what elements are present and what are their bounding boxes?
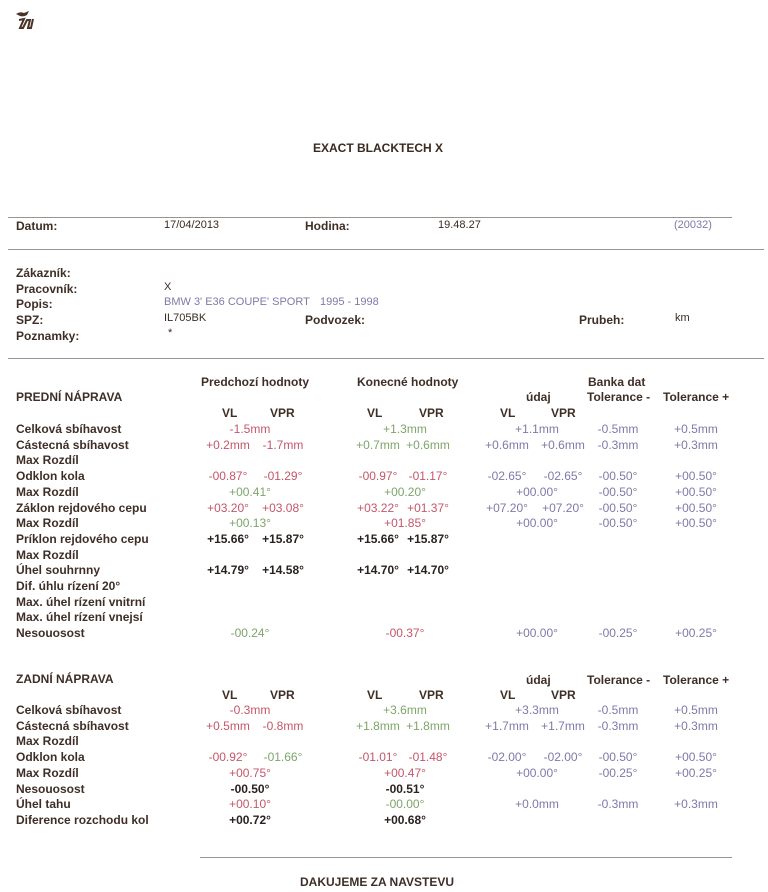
rear-final-vl: VL: [367, 688, 383, 702]
record-code: (20032): [674, 219, 712, 231]
final-value: -00.00°: [385, 797, 425, 811]
prev-vl-value: +0.2mm: [206, 438, 250, 452]
header-divider-top: [8, 217, 732, 218]
prubeh-label: Prubeh:: [579, 313, 625, 327]
front-prev-vpr: VPR: [270, 406, 295, 420]
customer-divider: [8, 358, 764, 359]
row-label: Cástecná sbíhavost: [16, 438, 129, 452]
tolerance-minus-value: -00.50°: [598, 516, 638, 530]
front-col-final: Konecné hodnoty: [357, 375, 459, 389]
bank-vl-value: +07.20°: [486, 501, 528, 515]
final-vpr-value: +0.6mm: [406, 438, 450, 452]
rear-col-udaj: údaj: [526, 673, 551, 687]
tolerance-minus-value: -00.50°: [598, 469, 638, 483]
tolerance-plus-value: +00.50°: [675, 501, 717, 515]
bank-vpr-value: +0.6mm: [541, 438, 585, 452]
bank-vl-value: -02.00°: [487, 750, 527, 764]
final-vl-value: -00.97°: [358, 469, 398, 483]
prev-value: -1.5mm: [229, 422, 271, 436]
bank-value: +00.00°: [516, 485, 558, 499]
front-prev-vl: VL: [222, 406, 238, 420]
tolerance-plus-value: +0.5mm: [674, 422, 718, 436]
final-vl-value: +03.22°: [357, 501, 399, 515]
bank-value: +00.00°: [516, 766, 558, 780]
front-final-vl: VL: [367, 406, 383, 420]
row-label: Úhel tahu: [16, 797, 71, 811]
prev-vpr-value: +15.87°: [262, 532, 304, 546]
tolerance-plus-value: +0.3mm: [674, 719, 718, 733]
final-value: +3.6mm: [383, 703, 427, 717]
popis-years: 1995 - 1998: [320, 296, 379, 308]
final-value: +1.3mm: [383, 422, 427, 436]
row-label: Cástecná sbíhavost: [16, 719, 129, 733]
tolerance-plus-value: +00.25°: [675, 766, 717, 780]
tolerance-plus-value: +0.3mm: [674, 438, 718, 452]
prev-vl-value: +0.5mm: [206, 719, 250, 733]
datum-label: Datum:: [16, 219, 58, 233]
logo: [14, 8, 36, 35]
footer-divider: [200, 857, 732, 858]
tolerance-minus-value: -0.3mm: [597, 438, 639, 452]
final-vl-value: -01.01°: [358, 750, 398, 764]
tolerance-minus-value: -00.25°: [598, 766, 638, 780]
prev-value: -0.3mm: [229, 703, 271, 717]
final-vl-value: +0.7mm: [356, 438, 400, 452]
row-label: Max. úhel rízení vnejsí: [16, 610, 143, 624]
spz-label: SPZ:: [16, 313, 44, 327]
final-vpr-value: +01.37°: [407, 501, 449, 515]
popis-label: Popis:: [16, 297, 53, 311]
bank-value: +0.0mm: [515, 797, 559, 811]
front-col-bank: Banka dat: [588, 375, 646, 389]
header-divider-bottom: [8, 249, 764, 250]
prev-vpr-value: -01.66°: [263, 750, 303, 764]
row-label: Úhel souhrnny: [16, 563, 101, 577]
pracovnik-label: Pracovník:: [16, 282, 78, 296]
prev-value: +00.41°: [229, 485, 271, 499]
prev-vl-value: +03.20°: [207, 501, 249, 515]
final-vpr-value: -01.48°: [408, 750, 448, 764]
rear-col-tol-plus: Tolerance +: [663, 673, 730, 687]
row-label: Záklon rejdového cepu: [16, 501, 147, 515]
prev-vl-value: +14.79°: [207, 563, 249, 577]
row-label: Diference rozchodu kol: [16, 813, 149, 827]
spz-value: IL705BK: [164, 312, 207, 324]
tolerance-minus-value: -00.25°: [598, 626, 638, 640]
bank-vl-value: -02.65°: [487, 469, 527, 483]
front-final-vpr: VPR: [419, 406, 444, 420]
tolerance-plus-value: +00.50°: [675, 516, 717, 530]
rear-final-vpr: VPR: [419, 688, 444, 702]
bank-vpr-value: -02.00°: [543, 750, 583, 764]
prubeh-unit: km: [675, 312, 690, 324]
front-col-tol-minus: Tolerance -: [587, 390, 651, 404]
row-label: Max Rozdíl: [16, 548, 79, 562]
prev-value: +00.72°: [229, 813, 271, 827]
final-value: -00.37°: [385, 626, 425, 640]
final-vpr-value: +15.87°: [407, 532, 449, 546]
prev-value: +00.10°: [229, 797, 271, 811]
rear-prev-vpr: VPR: [270, 688, 295, 702]
prev-vl-value: -00.87°: [208, 469, 248, 483]
bank-value: +3.3mm: [515, 703, 559, 717]
rear-bank-vl: VL: [500, 688, 516, 702]
rear-bank-vpr: VPR: [551, 688, 576, 702]
prev-value: -00.24°: [230, 626, 270, 640]
tolerance-plus-value: +00.50°: [675, 485, 717, 499]
tolerance-plus-value: +00.25°: [675, 626, 717, 640]
row-label: Max Rozdíl: [16, 453, 79, 467]
row-label: Celková sbíhavost: [16, 703, 122, 717]
row-label: Max. úhel rízení vnitrní: [16, 595, 146, 609]
front-col-prev: Predchozí hodnoty: [201, 375, 309, 389]
row-label: Dif. úhlu rízení 20°: [16, 579, 121, 593]
final-value: +00.68°: [384, 813, 426, 827]
prev-vpr-value: -1.7mm: [262, 438, 304, 452]
tolerance-plus-value: +0.5mm: [674, 703, 718, 717]
row-label: Celková sbíhavost: [16, 422, 122, 436]
prev-vpr-value: +14.58°: [262, 563, 304, 577]
final-value: +01.85°: [384, 516, 426, 530]
bank-value: +00.00°: [516, 626, 558, 640]
bank-vl-value: +0.6mm: [485, 438, 529, 452]
tolerance-minus-value: -0.3mm: [597, 719, 639, 733]
bank-vl-value: +1.7mm: [485, 719, 529, 733]
bank-vpr-value: +1.7mm: [541, 719, 585, 733]
row-label: Max Rozdíl: [16, 516, 79, 530]
front-col-tol-plus: Tolerance +: [663, 390, 730, 404]
tolerance-minus-value: -0.3mm: [597, 797, 639, 811]
row-label: Odklon kola: [16, 469, 85, 483]
row-label: Príklon rejdového cepu: [16, 532, 149, 546]
final-value: +00.47°: [384, 766, 426, 780]
row-label: Nesouosost: [16, 782, 85, 796]
prev-value: +00.13°: [229, 516, 271, 530]
final-vpr-value: -01.17°: [408, 469, 448, 483]
prev-vpr-value: -0.8mm: [262, 719, 304, 733]
poznamky-value: *: [168, 327, 173, 339]
row-label: Max Rozdíl: [16, 766, 79, 780]
row-label: Nesouosost: [16, 626, 85, 640]
final-vpr-value: +1.8mm: [406, 719, 450, 733]
podvozek-label: Podvozek:: [305, 313, 366, 327]
tolerance-minus-value: -0.5mm: [597, 703, 639, 717]
document-title: EXACT BLACKTECH X: [313, 141, 444, 155]
tolerance-minus-value: -0.5mm: [597, 422, 639, 436]
final-vl-value: +14.70°: [357, 563, 399, 577]
zakaznik-label: Zákazník:: [16, 266, 71, 280]
front-bank-vpr: VPR: [551, 406, 576, 420]
final-value: +00.20°: [384, 485, 426, 499]
bank-value: +1.1mm: [515, 422, 559, 436]
tolerance-plus-value: +0.3mm: [674, 797, 718, 811]
tolerance-minus-value: -00.50°: [598, 501, 638, 515]
prev-value: -00.50°: [230, 782, 270, 796]
bank-value: +00.00°: [516, 516, 558, 530]
bird-logo-icon: [14, 8, 36, 30]
prev-vl-value: +15.66°: [207, 532, 249, 546]
prev-value: +00.75°: [229, 766, 271, 780]
front-col-udaj: údaj: [526, 390, 551, 404]
row-label: Odklon kola: [16, 750, 85, 764]
popis-value: BMW 3' E36 COUPE' SPORT: [164, 296, 310, 308]
tolerance-plus-value: +00.50°: [675, 750, 717, 764]
pracovnik-value: X: [164, 281, 172, 293]
prev-vpr-value: +03.08°: [262, 501, 304, 515]
poznamky-label: Poznamky:: [16, 329, 80, 343]
hodina-value: 19.48.27: [438, 219, 481, 231]
datum-value: 17/04/2013: [164, 219, 220, 231]
hodina-label: Hodina:: [305, 219, 350, 233]
bank-vpr-value: +07.20°: [542, 501, 584, 515]
rear-title: ZADNÍ NÁPRAVA: [16, 672, 114, 686]
row-label: Max Rozdíl: [16, 485, 79, 499]
rear-prev-vl: VL: [222, 688, 238, 702]
front-title: PREDNÍ NÁPRAVA: [16, 390, 123, 404]
final-vpr-value: +14.70°: [407, 563, 449, 577]
bank-vpr-value: -02.65°: [543, 469, 583, 483]
front-bank-vl: VL: [500, 406, 516, 420]
rear-col-tol-minus: Tolerance -: [587, 673, 651, 687]
final-vl-value: +1.8mm: [356, 719, 400, 733]
prev-vl-value: -00.92°: [208, 750, 248, 764]
final-value: -00.51°: [385, 782, 425, 796]
final-vl-value: +15.66°: [357, 532, 399, 546]
prev-vpr-value: -01.29°: [263, 469, 303, 483]
tolerance-minus-value: -00.50°: [598, 750, 638, 764]
tolerance-plus-value: +00.50°: [675, 469, 717, 483]
row-label: Max Rozdíl: [16, 734, 79, 748]
tolerance-minus-value: -00.50°: [598, 485, 638, 499]
footer-thanks: DAKUJEME ZA NAVSTEVU: [300, 875, 455, 889]
